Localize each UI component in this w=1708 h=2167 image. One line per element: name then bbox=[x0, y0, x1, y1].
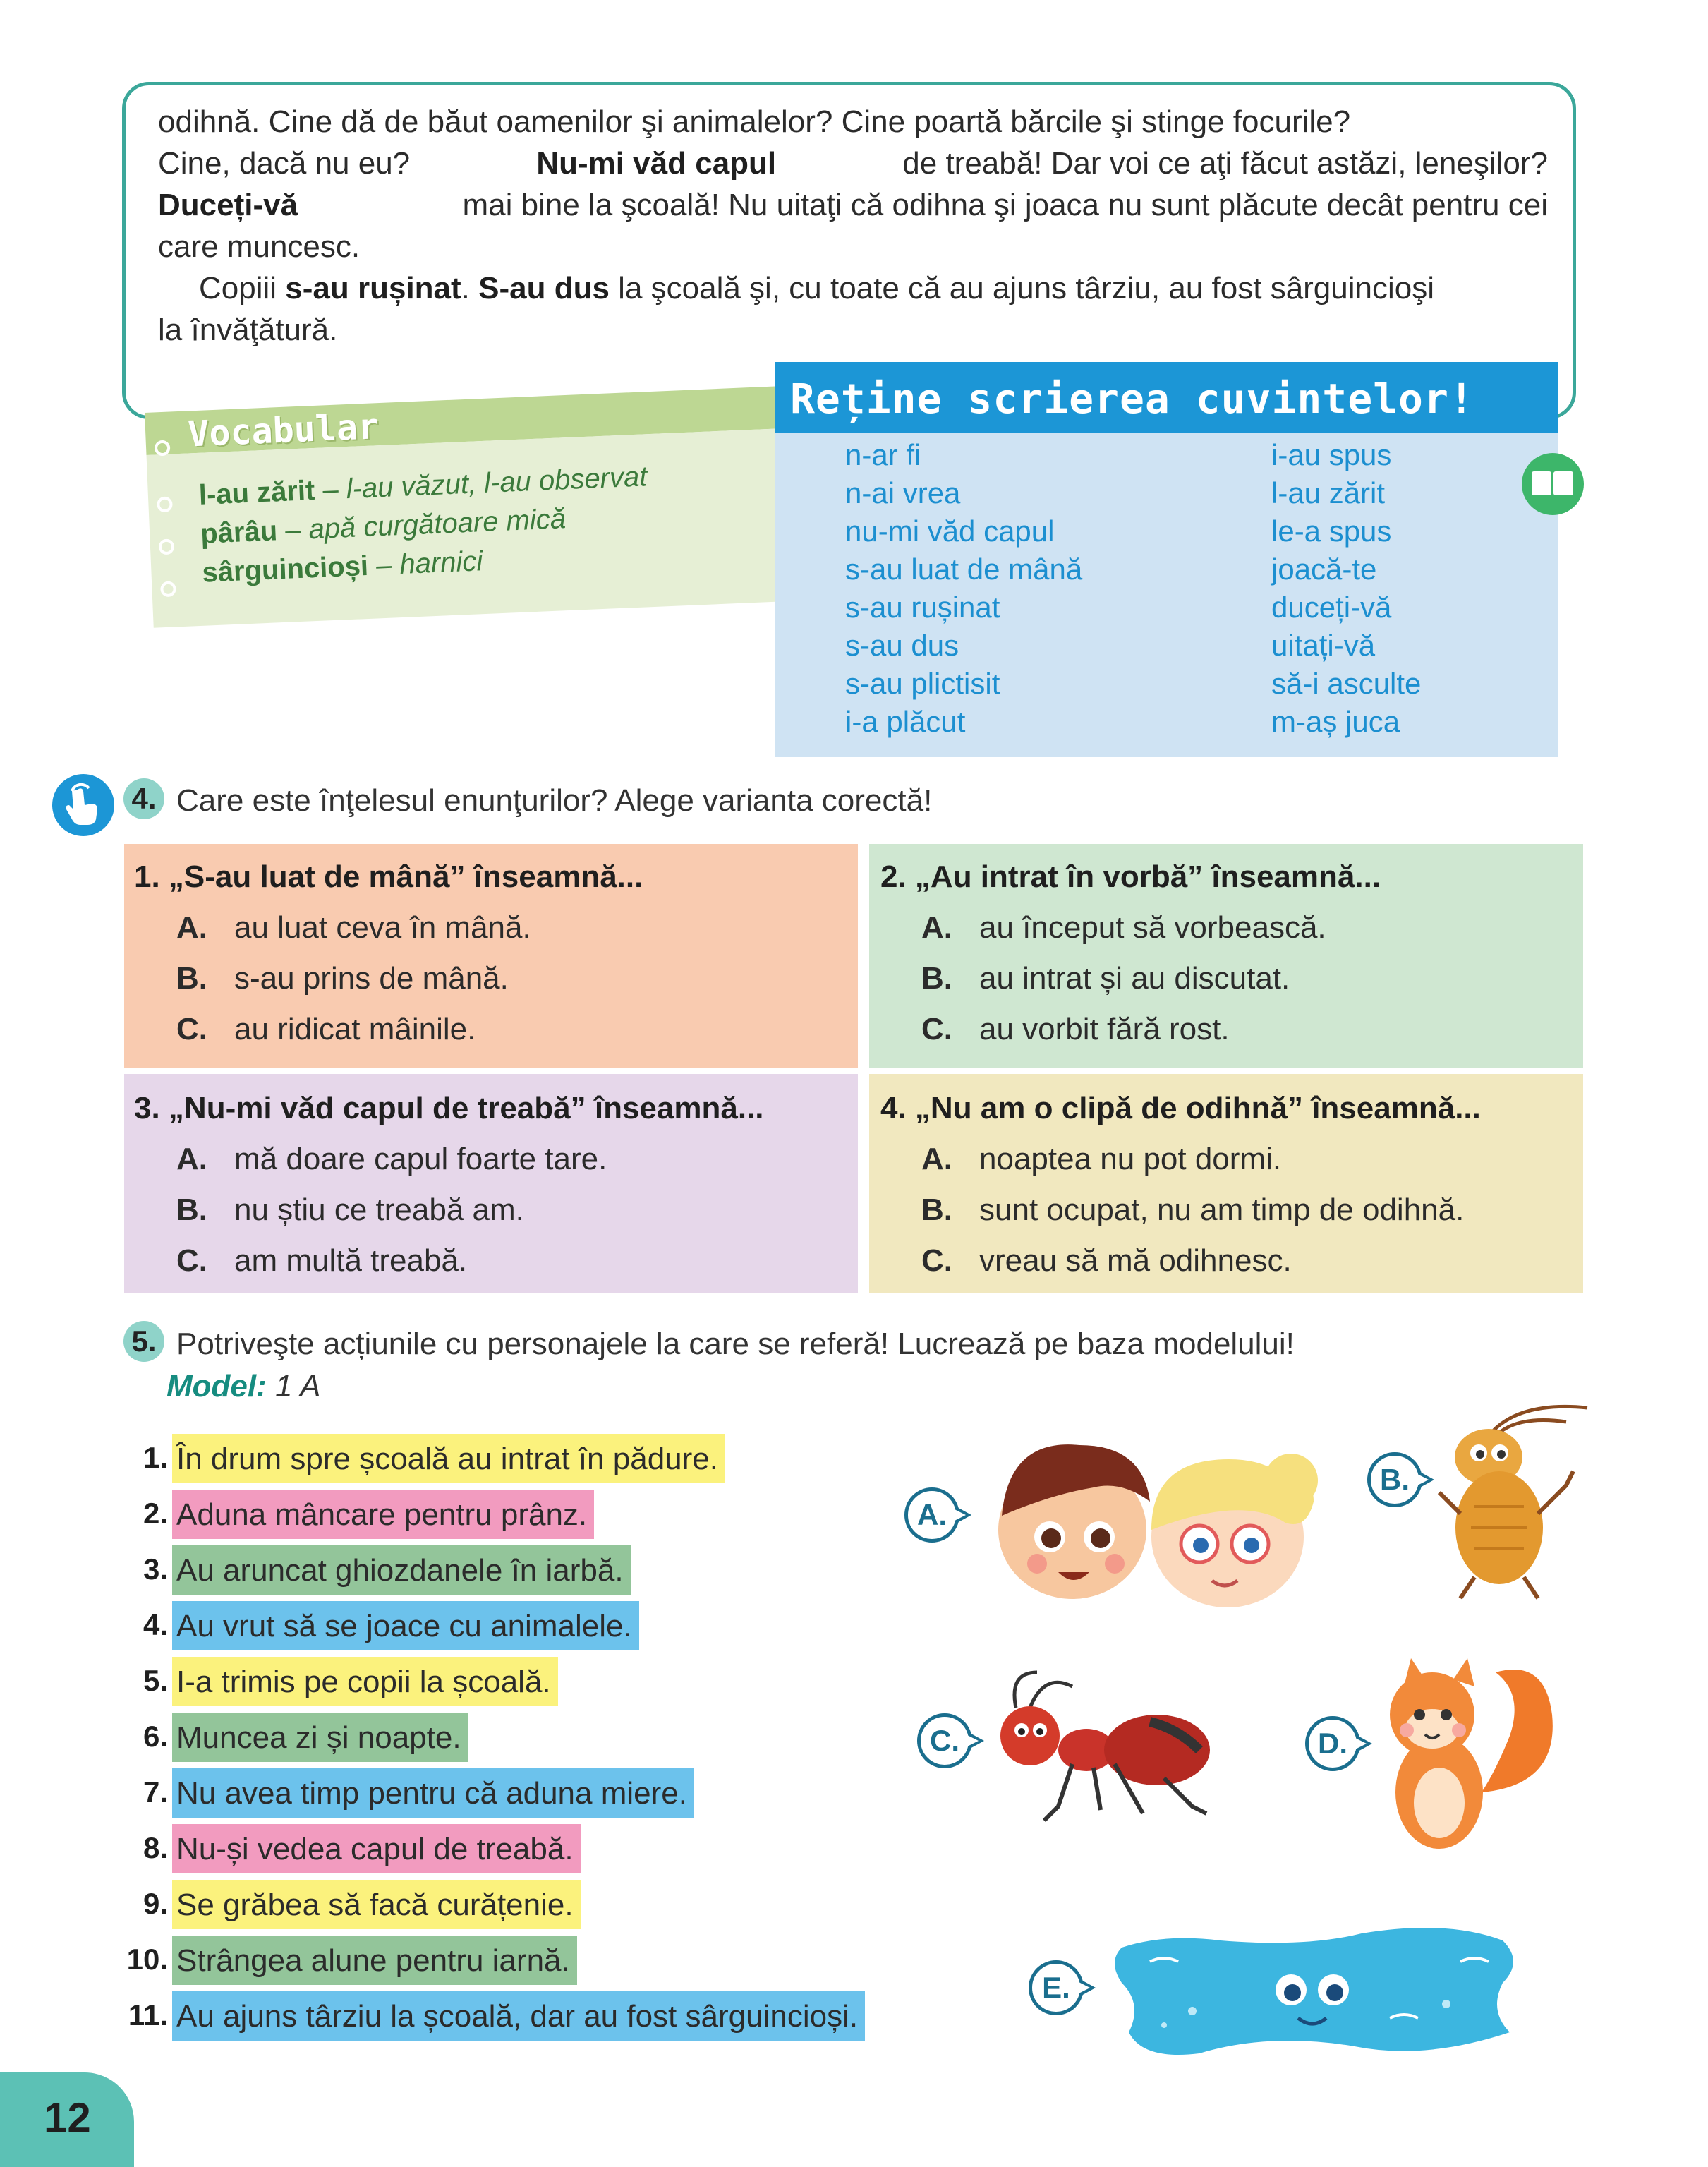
stream-icon bbox=[1108, 1919, 1531, 2060]
ant-icon bbox=[988, 1665, 1221, 1828]
spelling-word: uitați-vă bbox=[1271, 629, 1376, 662]
question-2-box bbox=[869, 844, 1583, 1068]
vocabulary-card bbox=[145, 386, 788, 627]
question-3-box bbox=[124, 1074, 858, 1293]
spelling-box bbox=[775, 362, 1558, 757]
answer-option[interactable]: A. au început să vorbească. bbox=[921, 910, 1326, 945]
spelling-word: i-a plăcut bbox=[845, 705, 966, 738]
question-title: 4. „Nu am o clipă de odihnă” înseamnă... bbox=[880, 1091, 1481, 1125]
spelling-word: l-au zărit bbox=[1271, 476, 1386, 509]
vocabulary-item: l-au zărit – l-au văzut, l-au observat bbox=[198, 461, 648, 511]
story-line-2: Cine, dacă nu eu? Nu-mi văd capul de treabă! Dar voi ce aţi făcut astăzi, leneşilor? bbox=[158, 146, 1548, 181]
page-number-tab bbox=[0, 2072, 134, 2167]
exercise-4-number: 4. bbox=[123, 778, 164, 819]
question-title: 1. „S-au luat de mână” înseamnă... bbox=[134, 859, 643, 894]
character-label-d[interactable]: D. bbox=[1305, 1716, 1360, 1771]
character-label-c[interactable]: C. bbox=[917, 1713, 972, 1768]
children-icon bbox=[988, 1431, 1319, 1614]
answer-option[interactable]: B. nu știu ce treabă am. bbox=[176, 1193, 524, 1227]
squirrel-icon bbox=[1376, 1651, 1559, 1856]
spelling-title: Reține scrierea cuvintelor! bbox=[790, 375, 1474, 423]
page-number: 12 bbox=[44, 2094, 91, 2142]
question-1-box bbox=[124, 844, 858, 1068]
spelling-word: joacă-te bbox=[1271, 553, 1377, 586]
hand-tap-icon bbox=[51, 773, 116, 838]
answer-option[interactable]: B. sunt ocupat, nu am timp de odihnă. bbox=[921, 1193, 1465, 1227]
spelling-word: s-au dus bbox=[845, 629, 959, 662]
exercise-5-number: 5. bbox=[123, 1321, 164, 1362]
question-title: 2. „Au intrat în vorbă” înseamnă... bbox=[880, 859, 1381, 894]
answer-option[interactable]: C. vreau să mă odihnesc. bbox=[921, 1243, 1292, 1278]
story-line-1: odihnă. Cine dă de băut oamenilor şi animalelor? Cine poartă bărcile şi stinge focurile? bbox=[158, 104, 1351, 139]
answer-option[interactable]: C. am multă treabă. bbox=[176, 1243, 468, 1278]
story-line-3: Duceți-vă mai bine la şcoală! Nu uitaţi că odihna şi joaca nu sunt plăcute decât pentru cei bbox=[158, 188, 1548, 222]
spelling-word: duceți-vă bbox=[1271, 591, 1392, 624]
vocabulary-item: pârâu – apă curgătoare mică bbox=[200, 503, 567, 550]
model-example: Model: 1 A bbox=[166, 1369, 321, 1404]
cockroach-icon bbox=[1432, 1401, 1594, 1605]
answer-option[interactable]: B. s-au prins de mână. bbox=[176, 961, 509, 996]
answer-option[interactable]: B. au intrat și au discutat. bbox=[921, 961, 1290, 996]
exercise-5-instruction: Potriveşte acțiunile cu personajele la care se referă! Lucrează pe baza modelului! bbox=[176, 1327, 1295, 1361]
answer-option[interactable]: A. au luat ceva în mână. bbox=[176, 910, 531, 945]
spelling-word: s-au rușinat bbox=[845, 591, 1000, 624]
answer-option[interactable]: A. mă doare capul foarte tare. bbox=[176, 1142, 607, 1176]
answer-option[interactable]: A. noaptea nu pot dormi. bbox=[921, 1142, 1282, 1176]
spelling-word: s-au plictisit bbox=[845, 667, 1000, 700]
question-4-box bbox=[869, 1074, 1583, 1293]
exercise-4-instruction: Care este înţelesul enunţurilor? Alege varianta corectă! bbox=[176, 783, 933, 818]
spelling-word: n-ai vrea bbox=[845, 476, 961, 509]
book-icon bbox=[1522, 453, 1584, 515]
vocabulary-item: sârguincioși – harnici bbox=[201, 545, 484, 588]
spelling-header bbox=[775, 362, 1558, 433]
story-line-4: care muncesc. bbox=[158, 229, 361, 264]
spelling-word: m-aș juca bbox=[1271, 705, 1400, 738]
vocabulary-title: Vocabular bbox=[187, 406, 380, 455]
character-label-e[interactable]: E. bbox=[1029, 1960, 1084, 2015]
spelling-word: i-au spus bbox=[1271, 438, 1392, 471]
story-line-6: la învăţătură. bbox=[158, 313, 338, 347]
spelling-word: n-ar fi bbox=[845, 438, 921, 471]
spelling-word: nu-mi văd capul bbox=[845, 514, 1055, 548]
story-line-5: Copiii s-au rușinat. S-au dus la şcoală şi, cu toate că au ajuns târziu, au fost sârguincioşi bbox=[199, 271, 1435, 306]
question-title: 3. „Nu-mi văd capul de treabă” înseamnă... bbox=[134, 1091, 764, 1125]
spelling-word: să-i asculte bbox=[1271, 667, 1422, 700]
answer-option[interactable]: C. au vorbit fără rost. bbox=[921, 1012, 1230, 1046]
character-label-a[interactable]: A. bbox=[904, 1487, 959, 1543]
character-label-b[interactable]: B. bbox=[1367, 1452, 1422, 1507]
spelling-word: le-a spus bbox=[1271, 514, 1392, 548]
answer-option[interactable]: C. au ridicat mâinile. bbox=[176, 1012, 476, 1046]
spelling-word: s-au luat de mână bbox=[845, 553, 1083, 586]
